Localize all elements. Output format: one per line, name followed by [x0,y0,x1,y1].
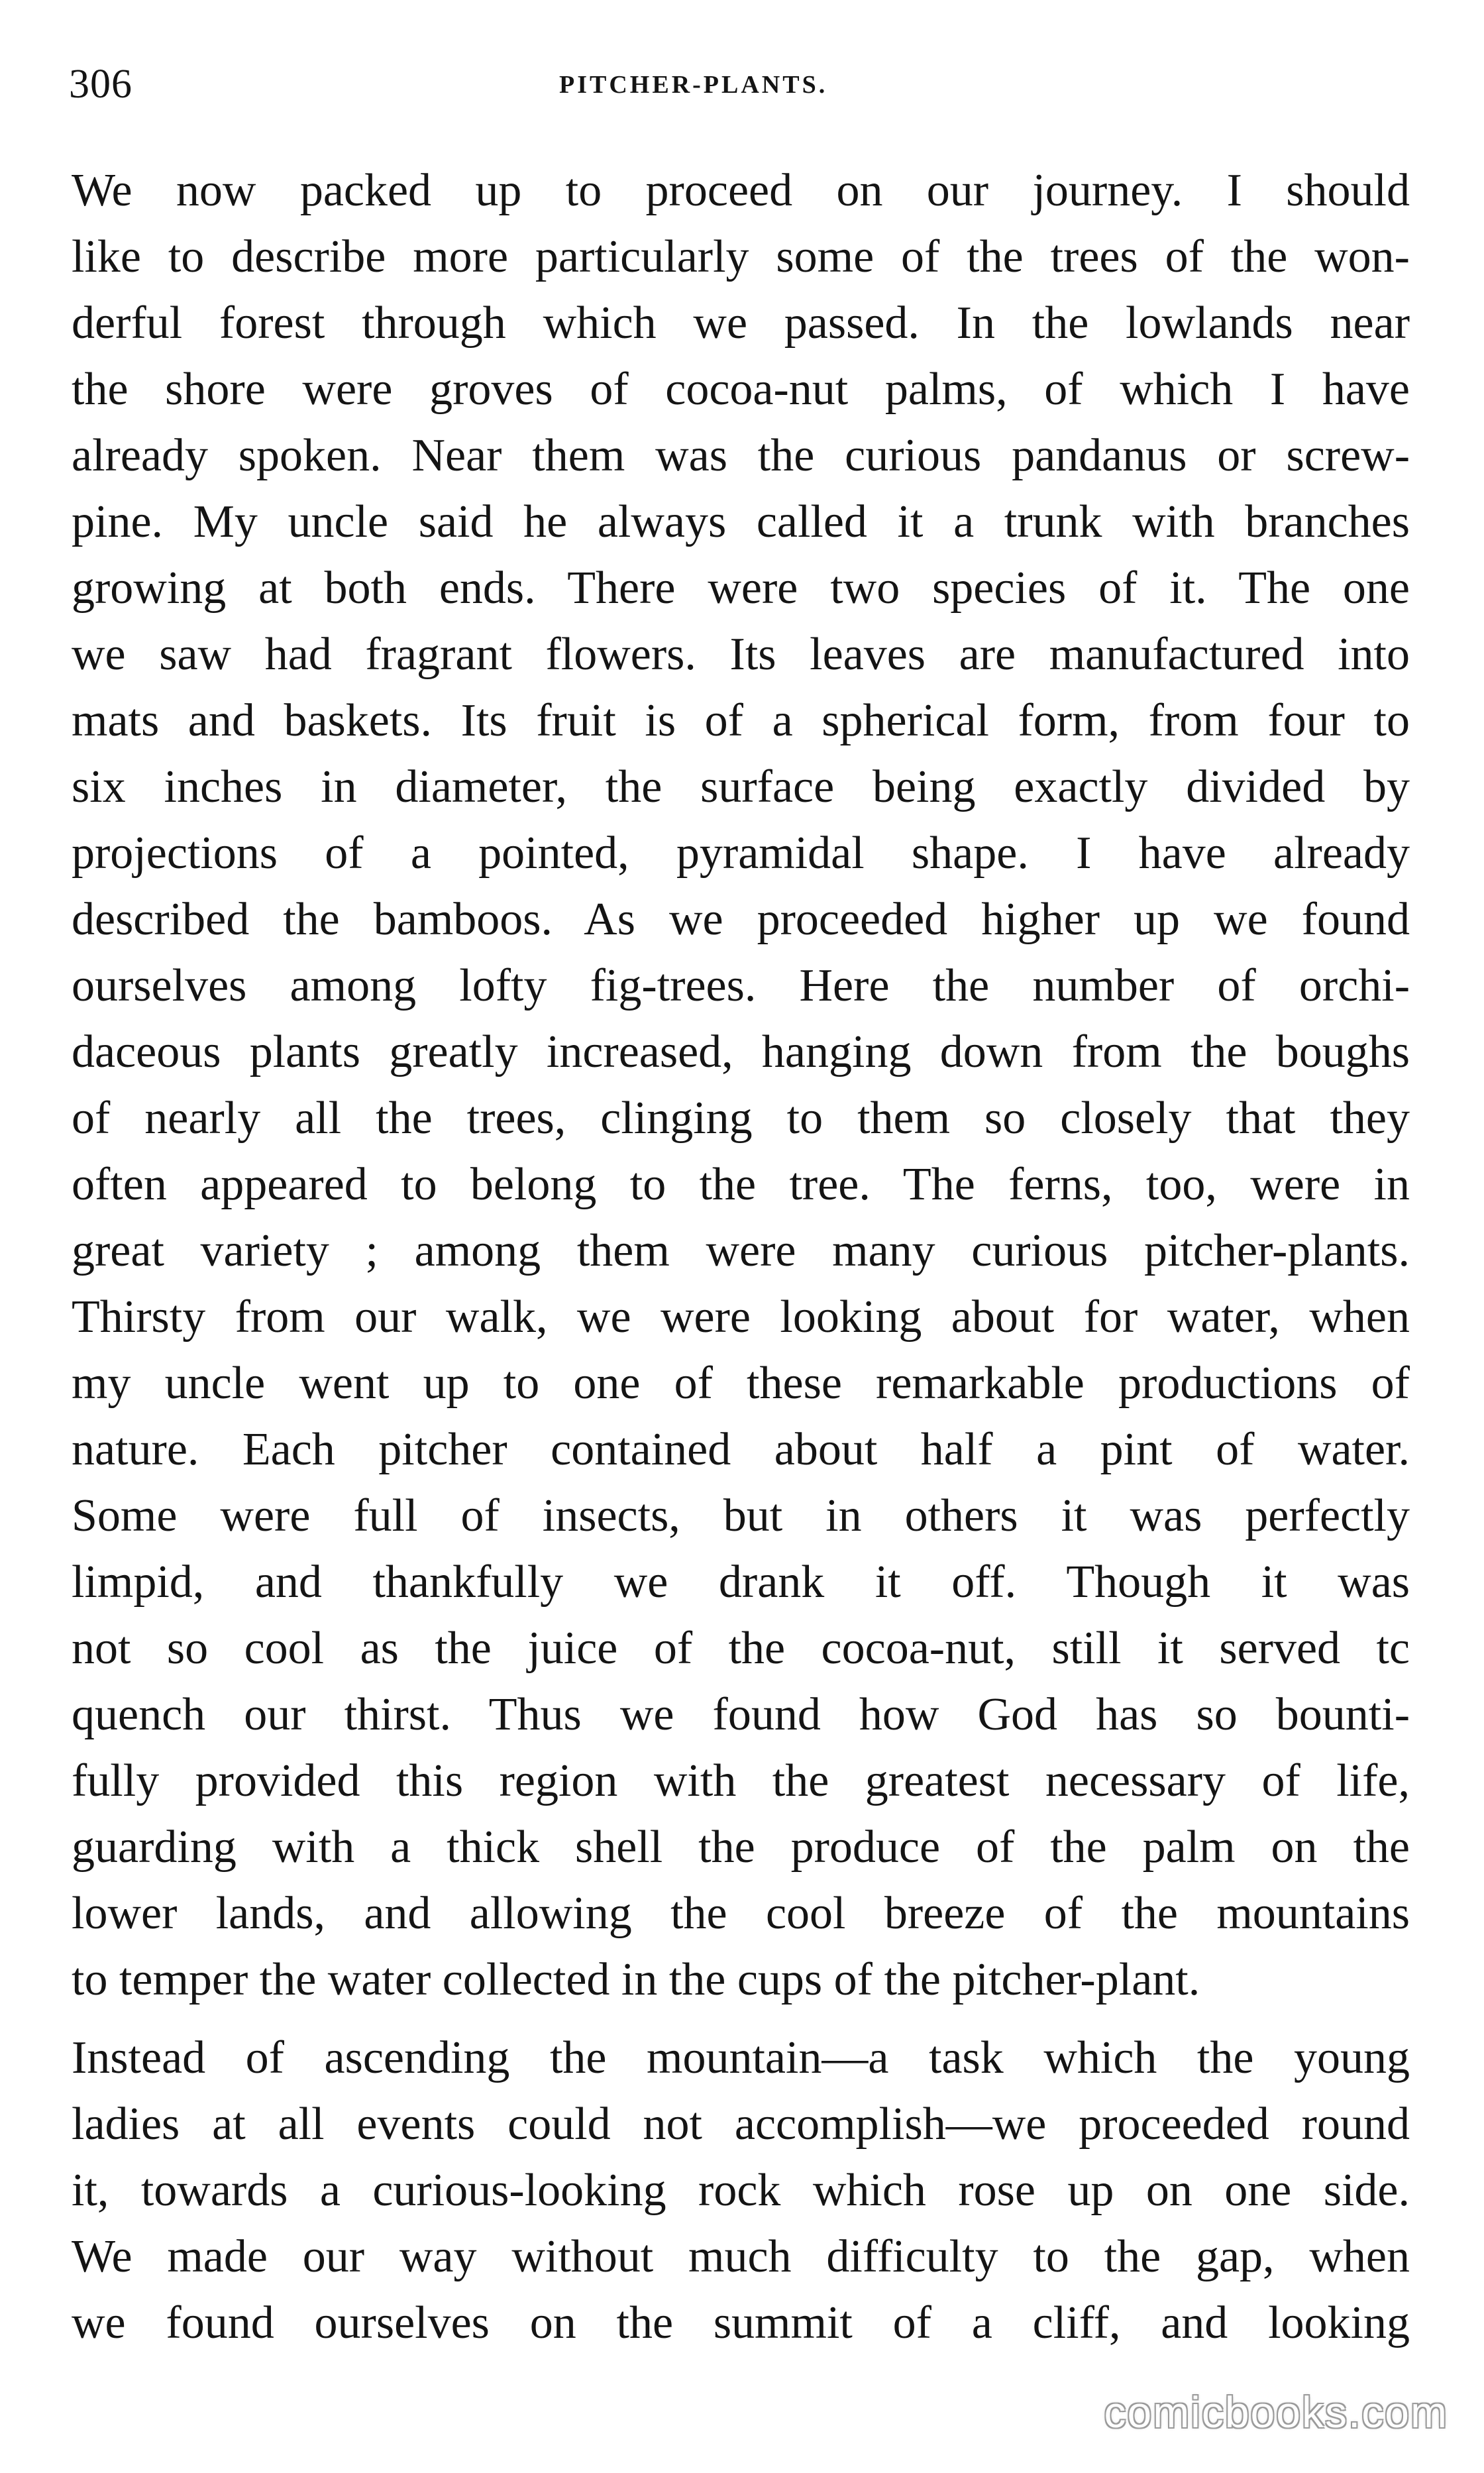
text-line: ladies at all events could not accomplish—we proceeded round [72,2099,1410,2150]
text-line: lower lands, and allowing the cool breeze of the mountains [72,1888,1410,1939]
text-line: it, towards a curious-looking rock which rose up on one side. [72,2165,1410,2216]
text-line: nature. Each pitcher contained about half a pint of water. [72,1424,1410,1475]
text-line: growing at both ends. There were two species of it. The one [72,563,1410,614]
text-line: derful forest through which we passed. In the lowlands near [72,298,1410,349]
text-line: We now packed up to proceed on our journey. I should [72,165,1410,216]
text-line: We made our way without much difficulty to the gap, when [72,2231,1410,2282]
site-watermark: comicbooks.com [1104,2388,1448,2437]
text-line: mats and baskets. Its fruit is of a spherical form, from four to [72,695,1410,746]
text-line: we saw had fragrant flowers. Its leaves are manufactured into [72,629,1410,680]
text-line: limpid, and thankfully we drank it off. Though it was [72,1557,1410,1608]
text-line: we found ourselves on the summit of a cliff, and looking [72,2297,1410,2348]
text-line: Instead of ascending the mountain—a task which the young [72,2032,1410,2083]
text-line: ourselves among lofty fig-trees. Here the number of orchi- [72,960,1410,1011]
paragraph [72,2025,1410,2356]
text-line: guarding with a thick shell the produce of the palm on the [72,1822,1410,1873]
text-line: to temper the water collected in the cups of the pitcher-plant. [72,1954,1200,2005]
text-line: fully provided this region with the greatest necessary of life, [72,1755,1410,1806]
text-line: projections of a pointed, pyramidal shape. I have already [72,828,1410,879]
text-line: of nearly all the trees, clinging to them so closely that they [72,1093,1410,1144]
text-line: pine. My uncle said he always called it a trunk with branches [72,496,1410,547]
text-line: the shore were groves of cocoa-nut palms, of which I have [72,364,1410,415]
running-head: PITCHER-PLANTS. [559,71,828,99]
page-header [69,61,1415,114]
text-line: quench our thirst. Thus we found how God has so bounti- [72,1689,1410,1740]
text-line: great variety ; among them were many curious pitcher-plants. [72,1225,1410,1276]
body-text [72,158,1410,2356]
paragraph [72,158,1410,2013]
text-line: my uncle went up to one of these remarkable productions of [72,1358,1410,1409]
text-line: like to describe more particularly some of the trees of the won- [72,231,1410,282]
text-line: often appeared to belong to the tree. The ferns, too, were in [72,1159,1410,1210]
text-line: not so cool as the juice of the cocoa-nut, still it served tc [72,1623,1410,1674]
paragraph-gap [72,2013,1410,2025]
page-number: 306 [69,62,132,107]
text-line: Some were full of insects, but in others it was perfectly [72,1490,1410,1541]
text-line: described the bamboos. As we proceeded higher up we found [72,894,1410,945]
text-line: six inches in diameter, the surface being exactly divided by [72,761,1410,812]
text-line: Thirsty from our walk, we were looking about for water, when [72,1291,1410,1343]
text-line: daceous plants greatly increased, hanging down from the boughs [72,1026,1410,1077]
text-line: already spoken. Near them was the curious pandanus or screw- [72,430,1410,481]
